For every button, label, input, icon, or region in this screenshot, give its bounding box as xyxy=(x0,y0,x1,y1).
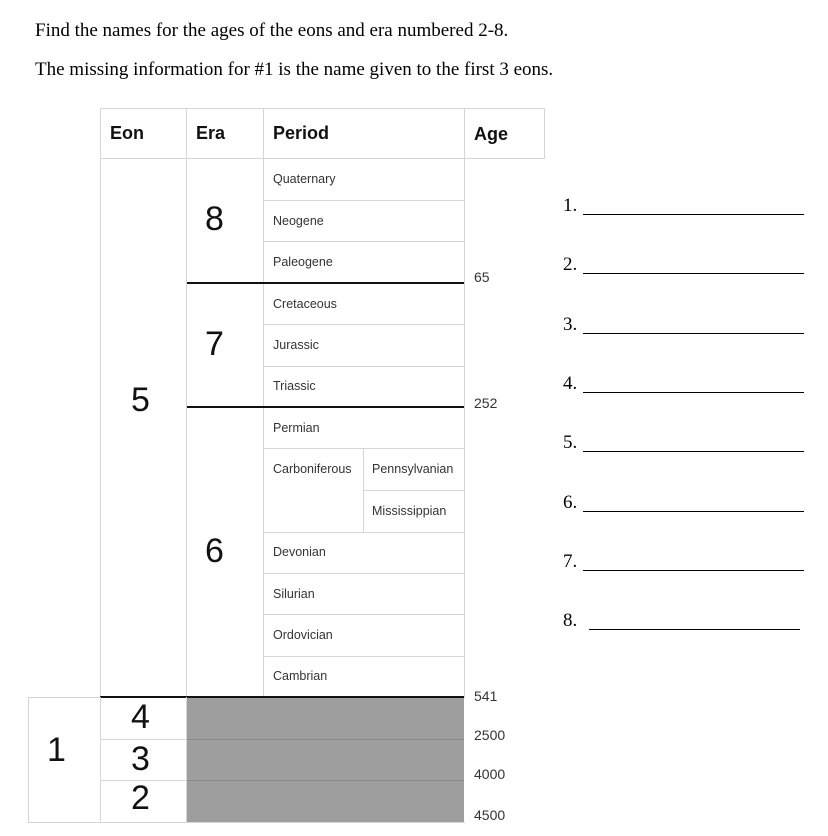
header-age: Age xyxy=(474,124,509,144)
eon-number: 3 xyxy=(131,740,150,778)
age-header-right-border xyxy=(544,108,545,159)
period-cell: Quaternary xyxy=(273,172,336,186)
eon-number: 2 xyxy=(131,779,150,817)
answer-blank-2[interactable] xyxy=(583,273,804,274)
answer-blank-1[interactable] xyxy=(583,214,804,215)
eon-number: 4 xyxy=(131,698,150,736)
header-bottom-border xyxy=(100,158,545,159)
answer-blank-7[interactable] xyxy=(583,570,804,571)
answer-blank-8[interactable] xyxy=(589,629,800,630)
header-eon: Eon xyxy=(110,123,144,143)
age-value: 2500 xyxy=(474,727,506,743)
period-col-left-border xyxy=(263,108,264,698)
row-sep xyxy=(263,241,464,242)
answer-blank-3[interactable] xyxy=(583,333,804,334)
supereon-number: 1 xyxy=(47,731,66,769)
answer-label: 1. xyxy=(563,195,578,216)
period-cell: Carboniferous xyxy=(273,462,352,476)
precambrian-fill-4 xyxy=(187,698,464,739)
era-number: 6 xyxy=(205,532,224,570)
supereon-top-border xyxy=(28,697,101,698)
gray-sep xyxy=(187,780,464,781)
period-cell: Devonian xyxy=(273,545,326,559)
answer-blank-5[interactable] xyxy=(583,451,804,452)
period-cell: Ordovician xyxy=(273,628,333,642)
period-cell: Permian xyxy=(273,421,320,435)
answer-label: 2. xyxy=(563,254,578,275)
row-sep xyxy=(263,614,464,615)
row-sep xyxy=(263,324,464,325)
period-cell: Silurian xyxy=(273,587,315,601)
precambrian-eon-left-border xyxy=(100,697,101,823)
row-sep xyxy=(363,490,464,491)
instruction-line-1: Find the names for the ages of the eons and era numbered 2-8. xyxy=(35,20,509,41)
precambrian-fill-3 xyxy=(187,740,464,780)
period-cell: Cambrian xyxy=(273,669,328,683)
age-value: 252 xyxy=(474,395,498,411)
precambrian-fill-2 xyxy=(187,781,464,822)
answer-label: 3. xyxy=(563,314,578,335)
answer-label: 6. xyxy=(563,492,578,513)
age-value: 65 xyxy=(474,269,490,285)
subperiod-cell: Pennsylvanian xyxy=(372,462,454,476)
period-cell: Cretaceous xyxy=(273,297,337,311)
header-period: Period xyxy=(273,123,330,143)
answer-label: 5. xyxy=(563,432,578,453)
row-sep xyxy=(263,573,464,574)
period-cell: Paleogene xyxy=(273,255,333,269)
row-sep xyxy=(263,366,464,367)
era-number: 7 xyxy=(205,325,224,363)
answer-label: 8. xyxy=(563,610,578,631)
age-value: 541 xyxy=(474,688,498,704)
answer-label: 4. xyxy=(563,373,578,394)
period-cell: Neogene xyxy=(273,214,324,228)
header-era: Era xyxy=(196,123,226,143)
era-boundary-252 xyxy=(187,406,464,408)
row-sep xyxy=(263,532,464,533)
period-cell: Jurassic xyxy=(273,338,319,352)
age-col-left-border xyxy=(464,108,465,698)
age-value: 4500 xyxy=(474,807,506,823)
era-number: 8 xyxy=(205,200,224,238)
answer-blank-6[interactable] xyxy=(583,511,804,512)
row-sep xyxy=(263,200,464,201)
instruction-line-2: The missing information for #1 is the name given to the first 3 eons. xyxy=(35,59,554,80)
subperiod-cell: Mississippian xyxy=(372,504,447,518)
age-value: 4000 xyxy=(474,766,506,782)
header-top-border xyxy=(100,108,545,109)
answer-label: 7. xyxy=(563,551,578,572)
eon-col-left-border xyxy=(100,108,101,698)
row-sep xyxy=(263,656,464,657)
eon-number: 5 xyxy=(131,381,150,419)
era-boundary-65 xyxy=(187,282,464,284)
row-sep xyxy=(263,448,464,449)
gray-sep xyxy=(187,739,464,740)
precambrian-bottom-border xyxy=(28,822,465,823)
answer-blank-4[interactable] xyxy=(583,392,804,393)
era-col-left-border xyxy=(186,108,187,698)
period-cell: Triassic xyxy=(273,379,316,393)
supereon-left-border xyxy=(28,697,29,823)
